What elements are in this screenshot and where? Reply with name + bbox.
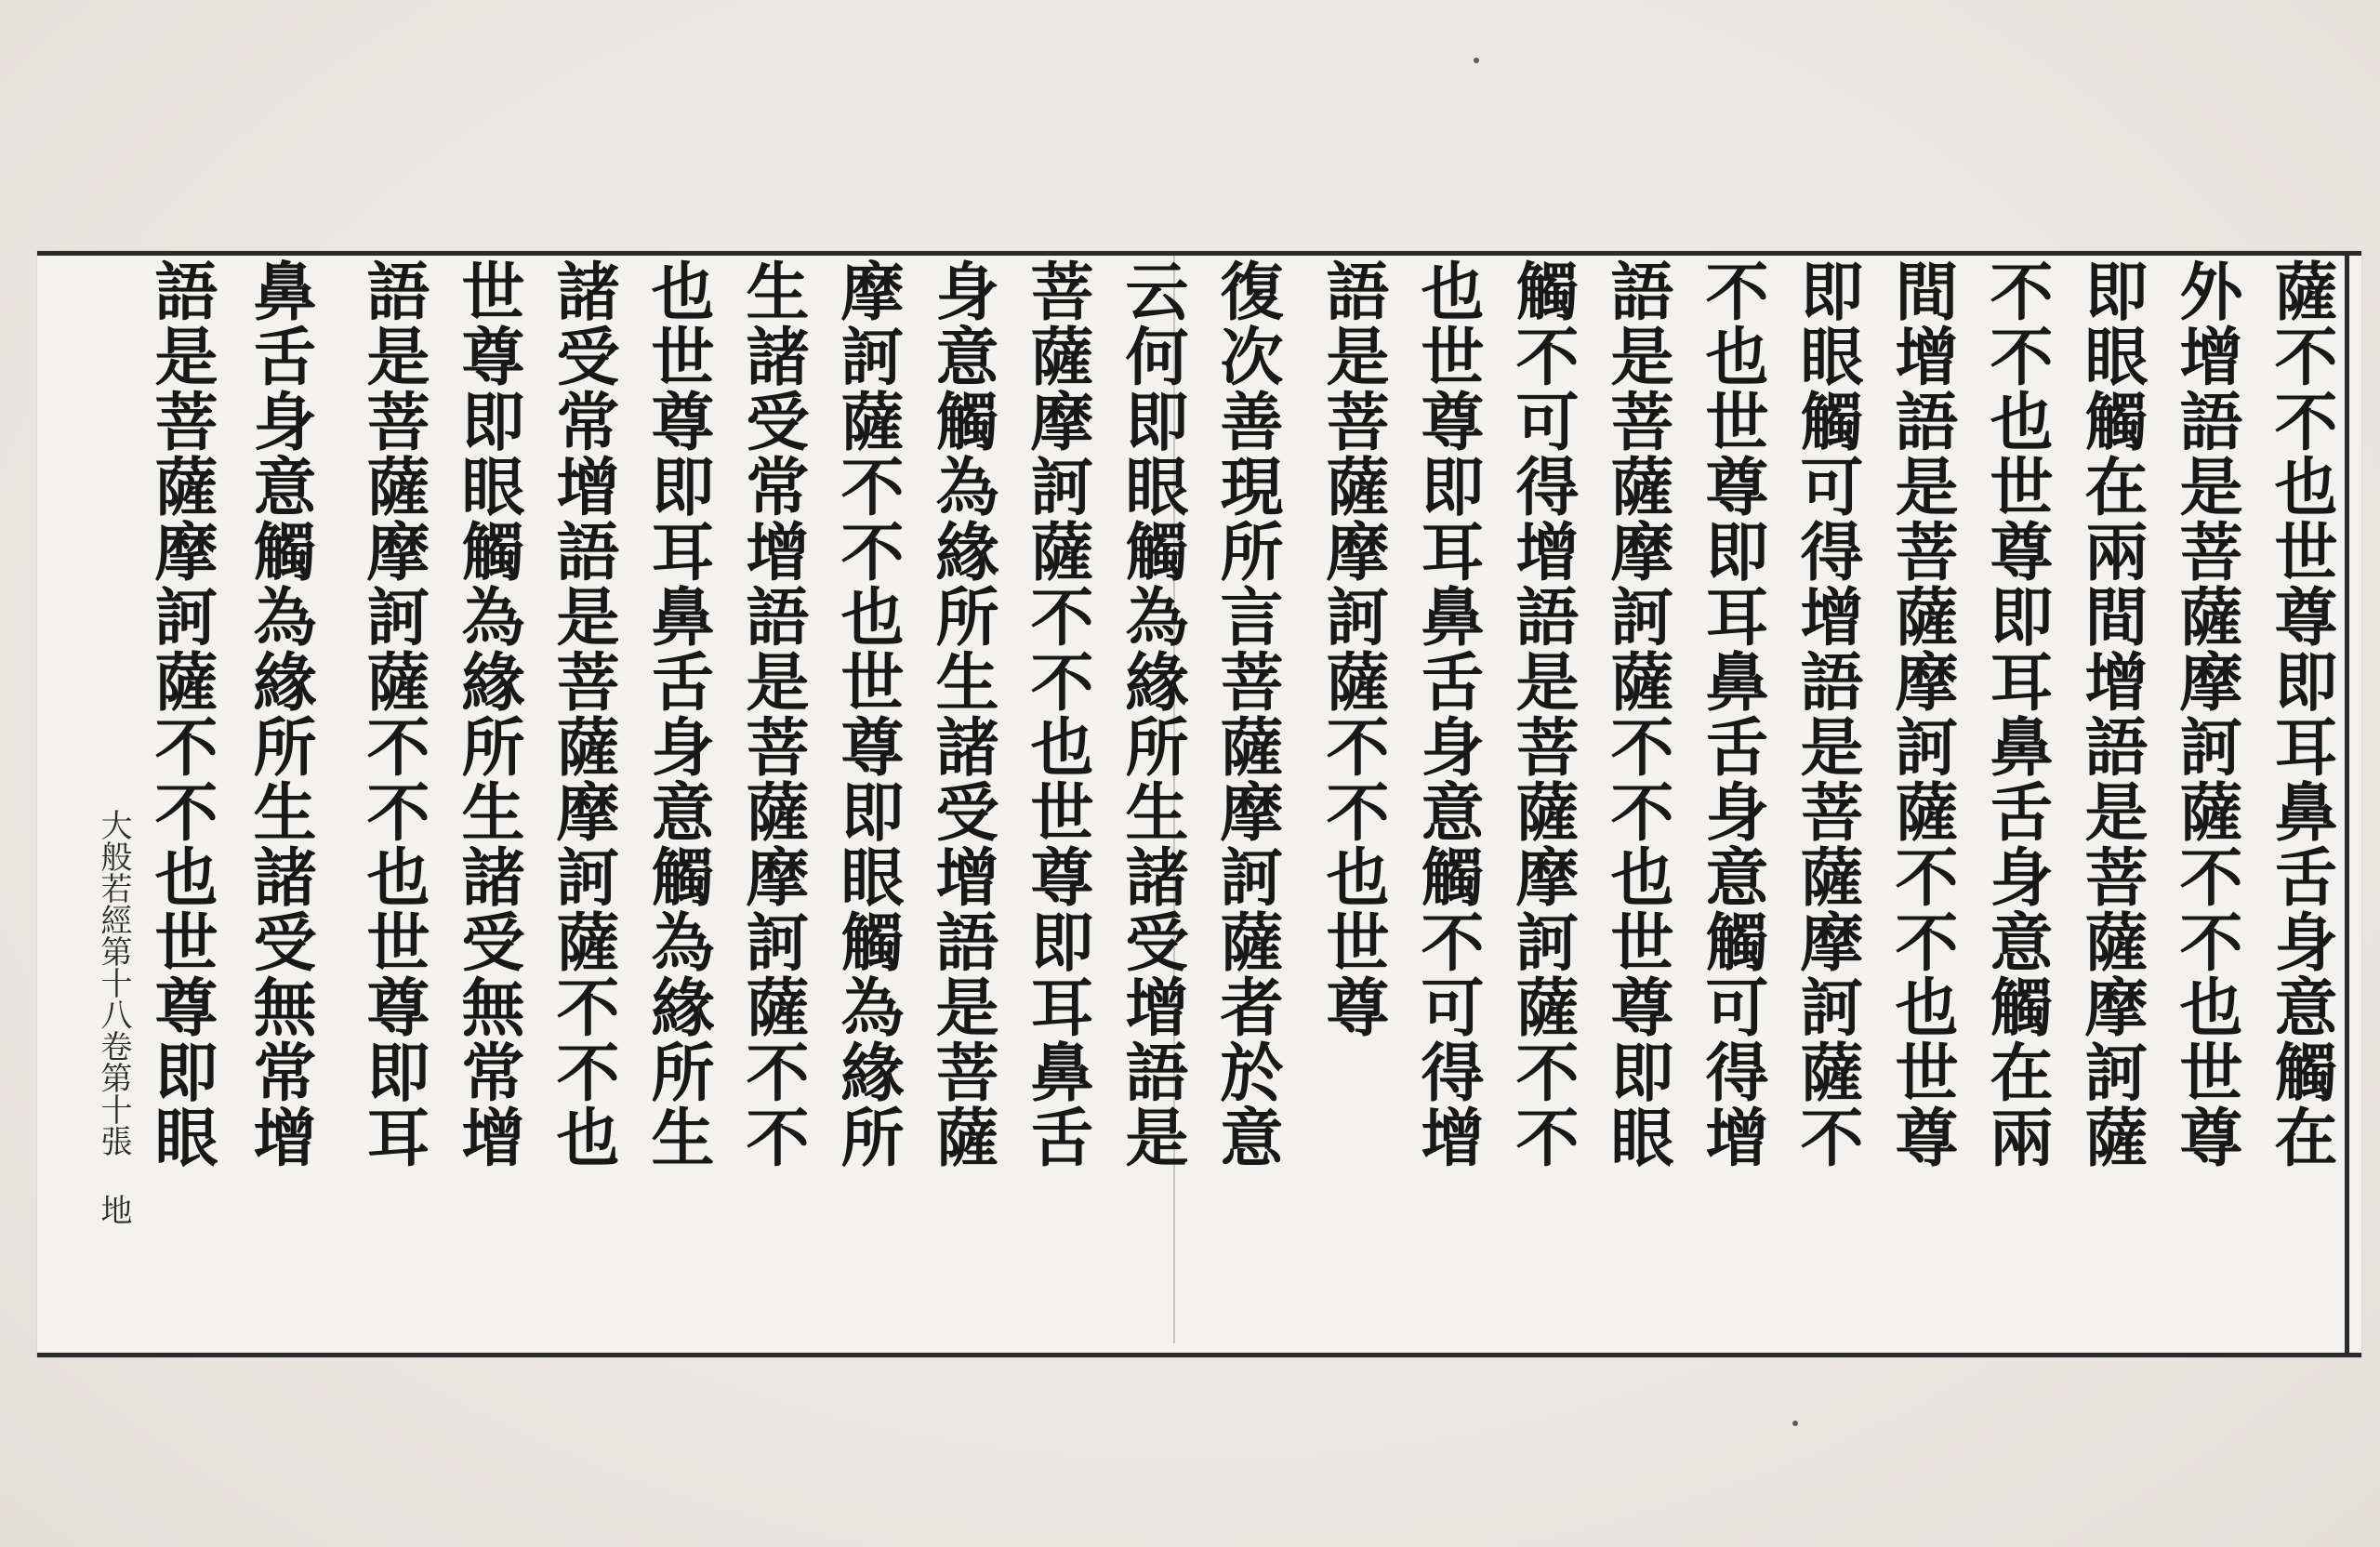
text-column-19: 諸受常增語是菩薩摩訶薩不不也 — [546, 258, 620, 1170]
text-column-23: 語是菩薩摩訶薩不不也世尊即眼 — [144, 258, 218, 1170]
text-column-17: 生諸受常增語是菩薩摩訶薩不不 — [735, 258, 810, 1170]
text-column-4: 不不也世尊即耳鼻舌身意觸在兩 — [1979, 258, 2054, 1170]
right-border-rule — [2345, 251, 2349, 1353]
text-column-9: 觸不可得增語是菩薩摩訶薩不不 — [1505, 258, 1580, 1170]
text-column-11: 語是菩薩摩訶薩不不也世尊 — [1316, 258, 1390, 1039]
text-column-10: 也世尊即耳鼻舌身意觸不可得增 — [1410, 258, 1485, 1170]
text-column-13: 云何即眼觸為緣所生諸受增語是 — [1115, 258, 1189, 1170]
text-column-2: 外增語是菩薩摩訶薩不不也世尊 — [2169, 258, 2243, 1170]
text-column-22: 鼻舌身意觸為緣所生諸受無常增 — [243, 258, 317, 1170]
text-column-20: 世尊即眼觸為緣所生諸受無常增 — [451, 258, 525, 1170]
text-column-6: 即眼觸可得增語是菩薩摩訶薩不 — [1790, 258, 1864, 1170]
text-column-16: 摩訶薩不不也世尊即眼觸為緣所 — [830, 258, 905, 1170]
text-column-3: 即眼觸在兩間增語是菩薩摩訶薩 — [2074, 258, 2149, 1170]
text-column-14: 菩薩摩訶薩不不也世尊即耳鼻舌 — [1020, 258, 1094, 1170]
text-column-12: 復次善現所言菩薩摩訶薩者於意 — [1210, 258, 1284, 1170]
text-column-1: 薩不不也世尊即耳鼻舌身意觸在 — [2264, 258, 2338, 1170]
text-column-18: 也世尊即耳鼻舌身意觸為緣所生 — [641, 258, 715, 1170]
volume-page-note: 大般若經第十八卷第十張 地 — [95, 809, 132, 1225]
paper-speck — [1792, 1421, 1798, 1426]
text-column-15: 身意觸為緣所生諸受增語是菩薩 — [925, 258, 999, 1170]
text-column-7: 不也世尊即耳鼻舌身意觸可得增 — [1695, 258, 1769, 1170]
text-column-8: 語是菩薩摩訶薩不不也世尊即眼 — [1600, 258, 1674, 1170]
text-column-21: 語是菩薩摩訶薩不不也世尊即耳 — [356, 258, 430, 1170]
paper-speck — [1474, 58, 1479, 63]
text-column-5: 間增語是菩薩摩訶薩不不也世尊 — [1884, 258, 1959, 1170]
